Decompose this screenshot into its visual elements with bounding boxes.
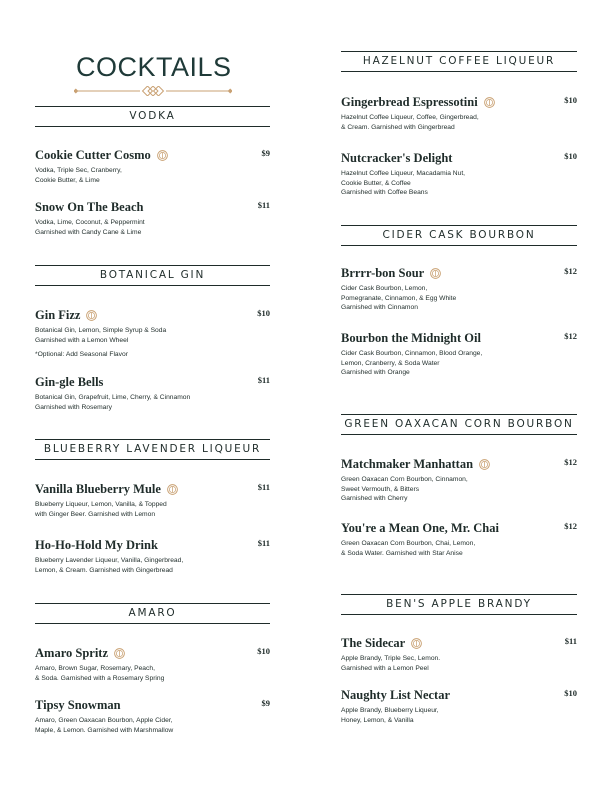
- section-header-bens-apple-brandy: BEN'S APPLE BRANDY: [341, 594, 577, 615]
- medal-icon: [411, 638, 422, 649]
- item-description: Hazelnut Coffee Liqueur, Macadamia Nut, Cookie Butter, & Coffee Garnished with Coffee Beans: [341, 170, 466, 196]
- item-description: Vodka, Lime, Coconut, & Peppermint Garnished with Candy Cane & Lime: [35, 219, 145, 236]
- item-price: $10: [257, 646, 270, 656]
- item-name: Snow On The Beach: [35, 200, 144, 214]
- menu-item: [35, 306, 270, 360]
- menu-item: [341, 455, 577, 504]
- item-name: You're a Mean One, Mr. Chai: [341, 521, 499, 535]
- item-description: Hazelnut Coffee Liqueur, Coffee, Gingerbread, & Cream. Garnished with Gingerbread: [341, 114, 479, 131]
- menu-item: [35, 480, 270, 519]
- item-price: $11: [257, 482, 270, 492]
- menu-item: [35, 536, 270, 575]
- menu-item: [341, 519, 577, 558]
- section-header-cider-cask-bourbon: CIDER CASK BOURBON: [341, 225, 577, 246]
- item-price: $10: [564, 95, 577, 105]
- menu-item: [35, 644, 270, 683]
- item-description: Amaro, Green Oaxacan Bourbon, Apple Cider, Maple, & Lemon. Garnished with Marshmallow: [35, 717, 174, 734]
- item-name: Vanilla Blueberry Mule: [35, 482, 178, 497]
- item-name: Amaro Spritz: [35, 646, 125, 661]
- item-price: $11: [257, 375, 270, 385]
- item-description: Cider Cask Bourbon, Cinnamon, Blood Orange, Lemon, Cranberry, & Soda Water Garnished with Orange: [341, 350, 483, 376]
- item-name: Matchmaker Manhattan: [341, 457, 490, 472]
- item-price: $11: [257, 538, 270, 548]
- item-description: Apple Brandy, Blueberry Liqueur, Honey, Lemon, & Vanilla: [341, 707, 439, 724]
- item-description: Botanical Gin, Grapefruit, Lime, Cherry, & Cinnamon Garnished with Rosemary: [35, 394, 191, 411]
- menu-item: [341, 93, 577, 132]
- medal-icon: [167, 484, 178, 495]
- item-price: $12: [564, 457, 577, 467]
- item-name: Nutcracker's Delight: [341, 151, 453, 165]
- item-price: $9: [261, 698, 270, 708]
- item-description: Amaro, Brown Sugar, Rosemary, Peach, & Soda. Garnished with a Rosemary Spring: [35, 665, 165, 682]
- page-title: COCKTAILS: [76, 52, 232, 82]
- section-header-blueberry-lavender-liqueur: BLUEBERRY LAVENDER LIQUEUR: [35, 439, 270, 460]
- item-price: $9: [261, 148, 270, 158]
- item-name: The Sidecar: [341, 636, 422, 651]
- menu-item: [341, 264, 577, 313]
- section-header-vodka: VODKA: [35, 106, 270, 127]
- item-name: Naughty List Nectar: [341, 688, 451, 702]
- item-price: $12: [564, 266, 577, 276]
- item-price: $10: [564, 688, 577, 698]
- item-price: $10: [564, 151, 577, 161]
- item-name: Ho-Ho-Hold My Drink: [35, 538, 158, 552]
- item-name: Gin-gle Bells: [35, 375, 104, 389]
- menu-item: [341, 329, 577, 378]
- medal-icon: [479, 459, 490, 470]
- menu-item: [35, 696, 270, 735]
- item-name: Bourbon the Midnight Oil: [341, 331, 481, 345]
- medal-icon: [430, 268, 441, 279]
- item-description: Blueberry Liqueur, Lemon, Vanilla, & Topped with Ginger Beer. Garnished with Lemon: [35, 501, 167, 518]
- item-description: Blueberry Lavender Liqueur, Vanilla, Gingerbread, Lemon, & Cream. Garnished with Gingerbread: [35, 557, 184, 574]
- menu-item: [341, 686, 577, 725]
- medal-icon: [114, 648, 125, 659]
- item-price: $11: [257, 200, 270, 210]
- section-header-botanical-gin: BOTANICAL GIN: [35, 265, 270, 286]
- item-name: Brrrr-bon Sour: [341, 266, 441, 281]
- item-price: $12: [564, 331, 577, 341]
- item-description: Green Oaxacan Corn Bourbon, Chai, Lemon, & Soda Water. Garnished with Star Anise: [341, 540, 476, 557]
- item-name: Tipsy Snowman: [35, 698, 121, 712]
- item-name: Gingerbread Espressotini: [341, 95, 495, 110]
- title-ornament: [74, 86, 232, 96]
- medal-icon: [86, 310, 97, 321]
- item-description: Cider Cask Bourbon, Lemon, Pomegranate, Cinnamon, & Egg White Garnished with Cinnamon: [341, 285, 457, 311]
- item-description: Vodka, Triple Sec, Cranberry, Cookie Butter, & Lime: [35, 167, 122, 184]
- item-price: $10: [257, 308, 270, 318]
- section-header-green-oaxacan-corn-bourbon: GREEN OAXACAN CORN BOURBON: [341, 414, 577, 435]
- item-description: Green Oaxacan Corn Bourbon, Cinnamon, Sweet Vermouth, & Bitters Garnished with Cherry: [341, 476, 468, 502]
- menu-item: [341, 149, 577, 198]
- menu-item: [35, 198, 270, 237]
- item-price: $11: [564, 636, 577, 646]
- section-header-hazelnut-coffee-liqueur: HAZELNUT COFFEE LIQUEUR: [341, 51, 577, 72]
- menu-item: [341, 634, 577, 673]
- medal-icon: [157, 150, 168, 161]
- menu-item: [35, 373, 270, 412]
- section-header-amaro: AMARO: [35, 603, 270, 624]
- item-name: Gin Fizz: [35, 308, 97, 323]
- medal-icon: [484, 97, 495, 108]
- item-description: Apple Brandy, Triple Sec, Lemon. Garnished with a Lemon Peel: [341, 655, 441, 672]
- item-note: *Optional: Add Seasonal Flavor: [35, 351, 128, 358]
- item-name: Cookie Cutter Cosmo: [35, 148, 168, 163]
- item-description: Botanical Gin, Lemon, Simple Syrup & Soda Garnished with a Lemon Wheel: [35, 327, 167, 344]
- item-price: $12: [564, 521, 577, 531]
- menu-item: [35, 146, 270, 185]
